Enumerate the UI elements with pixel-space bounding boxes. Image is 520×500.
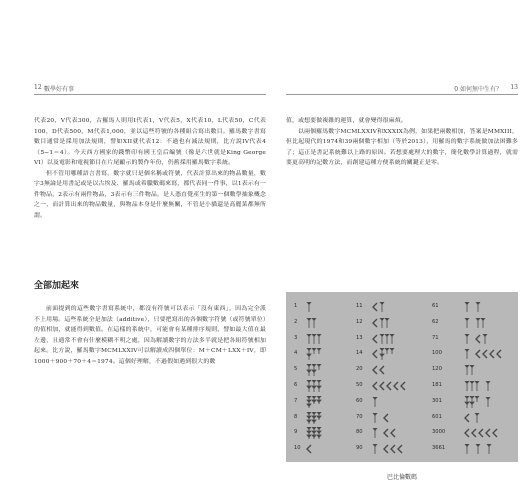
babylonian-glyph	[464, 442, 493, 456]
numeral-label: 3661	[432, 445, 446, 452]
babylonian-glyph	[306, 363, 323, 377]
babylonian-glyph	[372, 442, 403, 456]
right-paragraph-2-text: 以兩個羅馬數字MCMLXXIV和XXXIX為例，如果把兩數相加，答案是MMXIII，但比起現代的1974和39兩個數字相加（等於2013），用羅馬的數字系統做加法困難多了；這正是書記系統難以上路的原因。若想要處理大的數字，簡化數學計算過程，就需要更高明的記數方法，而創建這種方便系統的關鍵正是零。	[286, 128, 518, 166]
numeral-label: 80	[356, 429, 363, 436]
babylonian-glyph	[372, 379, 406, 393]
right-running-title: 0 如何無中生有？	[454, 86, 502, 93]
numeral-label: 14	[356, 350, 363, 357]
numeral-label: 12	[356, 318, 363, 325]
numeral-label: 3	[294, 334, 298, 341]
left-page	[34, 82, 266, 422]
numeral-label: 301	[432, 397, 442, 404]
babylonian-glyph	[464, 426, 508, 440]
numeral-label: 62	[432, 318, 439, 325]
numeral-label: 8	[294, 413, 298, 420]
babylonian-glyph	[372, 411, 389, 425]
babylonian-glyph	[464, 300, 482, 314]
numeral-label: 601	[432, 413, 442, 420]
babylonian-glyph	[464, 411, 481, 425]
left-body-paragraph-1	[34, 116, 266, 221]
numeral-label: 7	[294, 397, 298, 404]
numeral-label: 11	[356, 303, 363, 309]
babylonian-glyph	[372, 426, 396, 440]
babylonian-glyph	[372, 316, 391, 330]
numeral-label: 6	[294, 382, 298, 388]
numeral-label: 71	[432, 334, 439, 341]
right-page-number: 13	[510, 84, 518, 91]
babylonian-glyph	[306, 316, 318, 330]
numeral-label: 60	[356, 397, 363, 404]
left-paragraph-1b-text: 但不管用哪種語言書寫，數字就只是個名稱或符號，代表計算出來的物品數量，數字3無論是用書記或是以古埃及、羅馬或希臘數碼來寫，都代表同一件事，以1表示有一件物品，2表示有兩件物品，3表示有三件物品，是人憑直覺產生的第一個數學抽象概念之一，而計算出來的物品數量，與物品本身是什麼無關，不管是小貓還是高麗菜都無所謂。	[34, 170, 266, 219]
left-paragraph-1-text: 代表20，V代表300，古羅馬人則用I代表1，V代表5，X代表10，L代表50，C代表100，D代表500，M代表1,000，並以這些符號的各種組合寫出數目。羅馬數字書寫數目通常是採用加法規則，譬如XII就代表12：不過也有減法規則，比方說IV代表4（5−1＝4）。今天西方國家的錢幣印有國王皇后編號（像是六世就是King George VI）以及電影和電視節目在片尾顯示的製作年份，仍舊採用羅馬數字系統。	[34, 118, 266, 166]
left-body-paragraph-2: 前面提到的這些數字書寫系統中，都沒有符號可以表示「沒有東西」，因為完全派不上用場。這些系統全是加法（additive），只要把寫出的各個數字符號（或符號單位）的值相加，就能得到數值。在這樣的系統中，可能會有某種排序規則，譬如最大值在最左邊，且通常不會有什麼模糊不明之處，因為解讀數字的方法多半就是把各組符號相加起來。比方說，羅馬數字MCMLXXIV可以解讀成四個單位：M＋CM＋LXX＋IV，即1000＋900＋70＋4＝1974。這個好理解，不過假如遇到很大的數	[34, 306, 266, 365]
numeral-label: 90	[356, 445, 363, 452]
left-running-title: 數學好有事	[44, 86, 75, 93]
babylonian-glyph	[372, 363, 385, 377]
babylonian-glyph	[372, 395, 389, 409]
right-body-text	[286, 116, 518, 169]
numeral-label: 13	[356, 334, 363, 341]
numeral-label: 100	[432, 350, 442, 357]
numeral-label: 9	[294, 429, 298, 436]
left-page-number: 12	[34, 84, 42, 91]
numeral-label: 1	[294, 303, 298, 309]
numeral-label: 61	[432, 303, 439, 309]
numeral-label: 70	[356, 413, 363, 420]
numeral-label: 10	[294, 445, 301, 452]
babylonian-glyph	[306, 426, 323, 440]
figure-caption: 巴比倫數碼	[386, 474, 417, 481]
babylonian-glyph	[306, 300, 313, 314]
babylonian-glyph	[306, 379, 323, 393]
right-paragraph-1-text: 值，或想要做複雜的運算，就會變得很麻煩。	[286, 118, 407, 124]
babylonian-glyph	[306, 411, 323, 425]
babylonian-glyph	[464, 332, 489, 346]
babylonian-glyph	[306, 442, 312, 456]
numeral-label: 181	[432, 382, 442, 388]
numeral-label: 5	[294, 366, 298, 373]
right-page	[286, 82, 518, 481]
babylonian-numerals-figure	[286, 292, 518, 462]
right-page-header	[286, 82, 518, 95]
babylonian-glyph	[464, 347, 502, 361]
babylonian-glyph	[464, 395, 492, 409]
babylonian-glyph	[464, 363, 486, 377]
numeral-label: 120	[432, 366, 442, 373]
numeral-label: 50	[356, 382, 363, 388]
numeral-label: 3000	[432, 429, 446, 436]
babylonian-glyph	[372, 332, 396, 346]
babylonian-glyph	[372, 300, 386, 314]
numeral-label: 4	[294, 350, 298, 357]
left-page-header	[34, 82, 266, 95]
babylonian-glyph	[306, 332, 323, 346]
babylonian-glyph	[306, 395, 323, 409]
babylonian-glyph	[306, 347, 323, 361]
numeral-label: 2	[294, 318, 298, 325]
numeral-label: 20	[356, 366, 363, 373]
babylonian-glyph	[464, 316, 487, 330]
section-heading: 全部加起來	[34, 281, 80, 291]
babylonian-glyph	[372, 347, 396, 361]
babylonian-glyph	[464, 379, 492, 393]
